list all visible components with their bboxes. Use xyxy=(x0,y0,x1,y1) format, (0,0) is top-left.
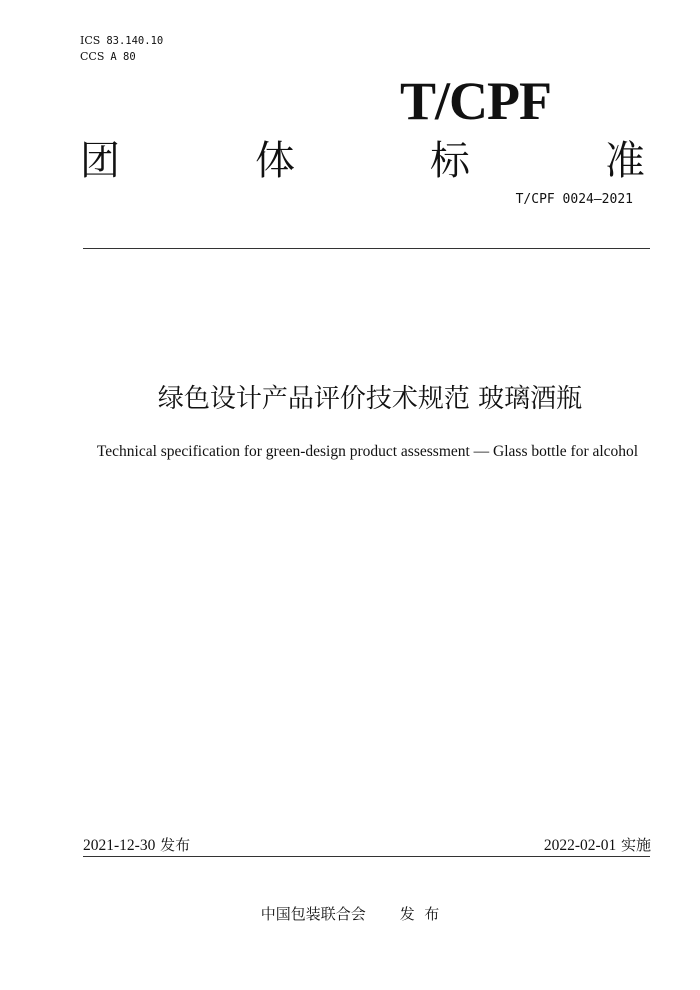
issuer-line xyxy=(150,903,550,925)
standard-type-char: 团 xyxy=(80,138,120,184)
title-english: Technical specification for green-design product assessment — Glass bottle for alcohol xyxy=(96,443,639,460)
ics-line xyxy=(80,33,163,49)
issuer-name: 中国包装联合会 xyxy=(260,905,366,923)
standard-type-char: 标 xyxy=(430,138,470,184)
standard-type-heading xyxy=(80,136,645,186)
ccs-line xyxy=(80,49,163,65)
standard-type-char: 体 xyxy=(255,138,295,184)
issuer-action: 发 布 xyxy=(399,905,440,923)
title-chinese: 绿色设计产品评价技术规范 玻璃酒瓶 xyxy=(157,384,583,414)
implement-label: 实施 xyxy=(620,836,651,854)
bottom-divider xyxy=(83,856,650,857)
implement-date-line xyxy=(460,834,651,857)
ics-label: ICS xyxy=(80,34,101,47)
ccs-label: CCS xyxy=(80,50,105,63)
implement-date: 2022-02-01 xyxy=(543,837,617,854)
publish-label: 发布 xyxy=(160,836,191,854)
publish-date-line xyxy=(83,834,190,857)
ics-value: 83.140.10 xyxy=(106,35,164,47)
classification-codes xyxy=(80,33,163,65)
standard-logo: T/CPF xyxy=(400,71,551,131)
standard-code: T/CPF 0024—2021 xyxy=(515,192,633,207)
standard-type-char: 准 xyxy=(605,138,645,184)
publish-date: 2021-12-30 xyxy=(83,837,156,854)
top-divider xyxy=(83,248,650,249)
ccs-value: A 80 xyxy=(110,51,136,63)
